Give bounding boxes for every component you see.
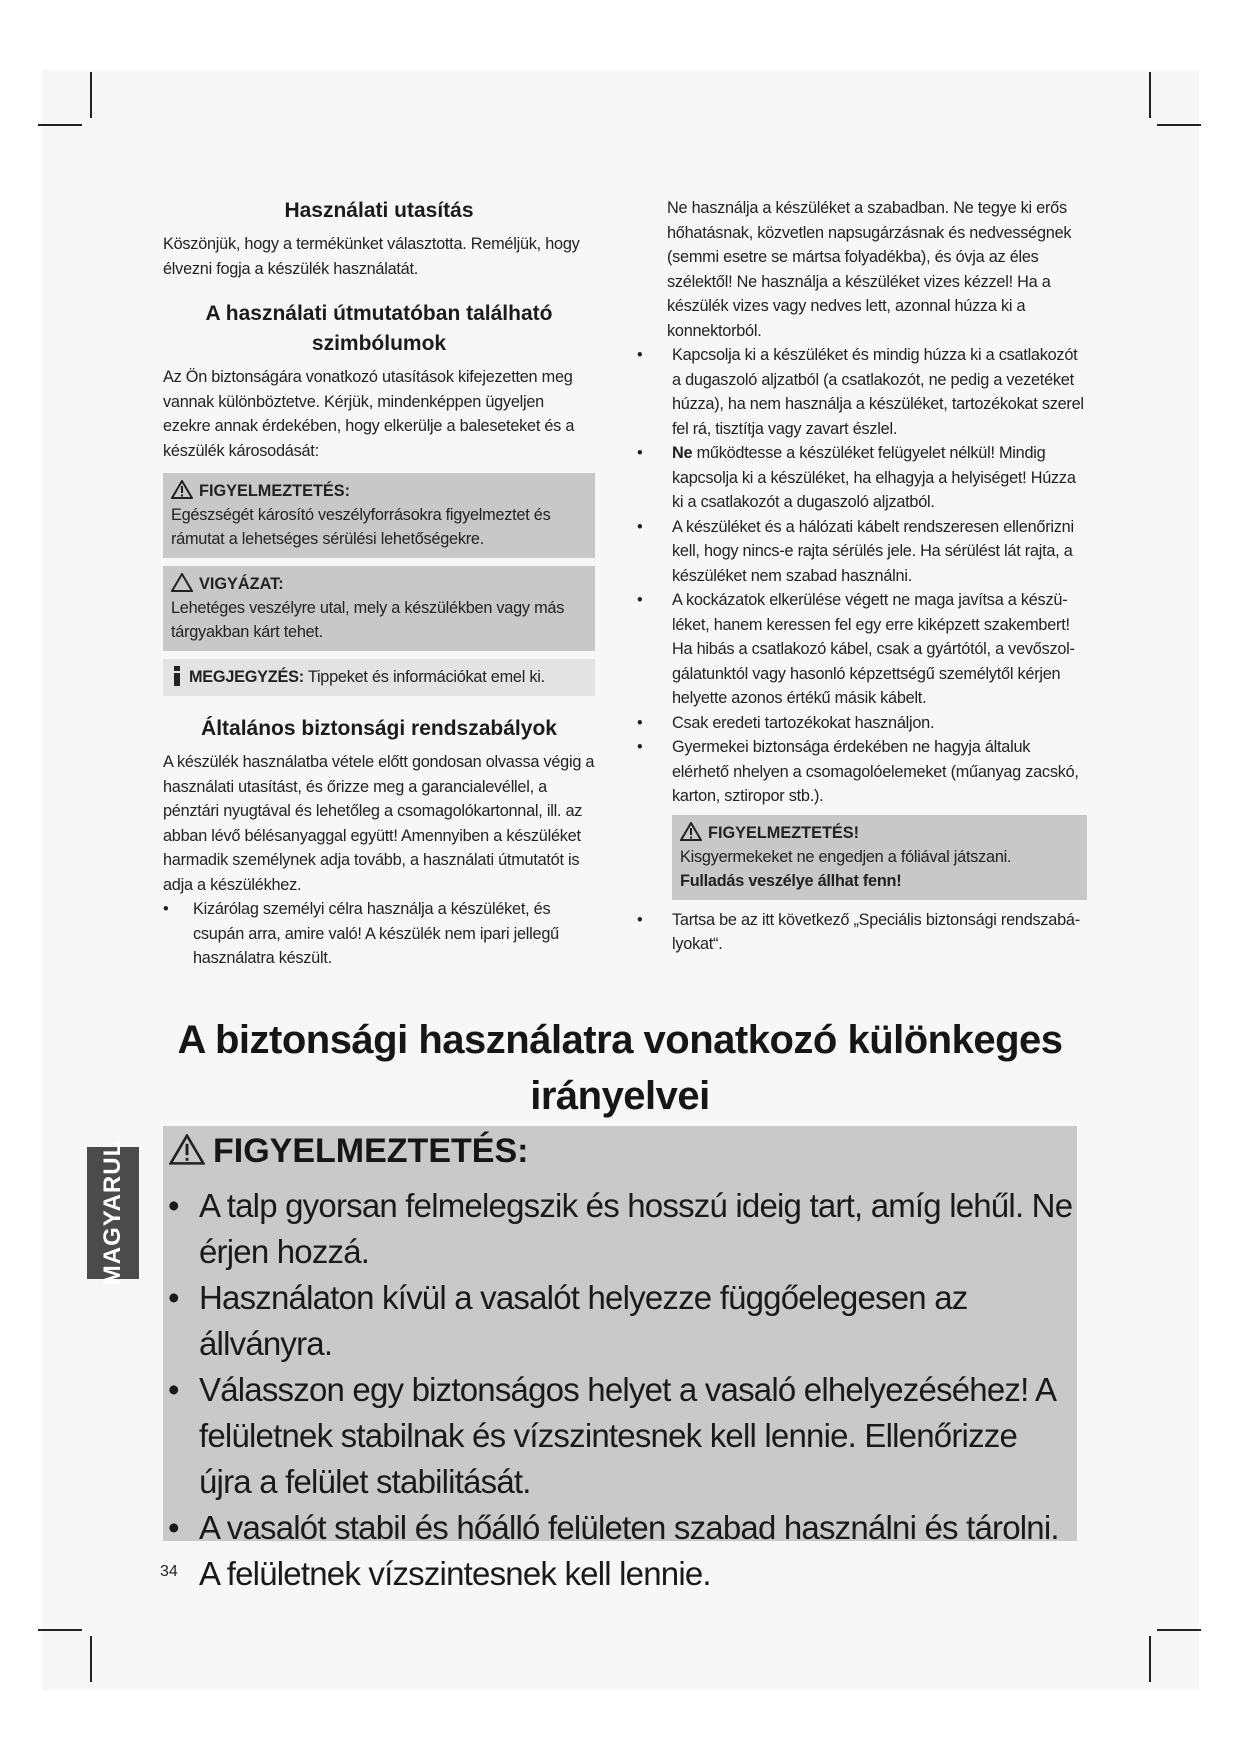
special-warning-label: FIGYELMEZTETÉS: (213, 1132, 529, 1170)
bullet: • (637, 910, 643, 929)
left-bullet-list (163, 897, 595, 971)
symbols-title: A használati útmutatóban található szimbólumok (205, 302, 553, 355)
list-item (637, 735, 1087, 809)
right-bullet-list (637, 343, 1087, 809)
child-warning-heading (680, 821, 1079, 845)
symbols-text: Az Ön biztonságára vonatkozó utasítások kifejezetten meg vannak különböztetve. Kérjük, mindenképpen ügyeljen ezekre annak érdekében, hogy elkerülje a baleseteket és a készülék károsodását: (163, 368, 575, 460)
list-item (637, 711, 1087, 736)
right-bullet-list-2 (637, 908, 1087, 957)
caution-triangle-icon (171, 573, 193, 592)
list-item (637, 908, 1087, 957)
bullet: • (637, 738, 643, 756)
bullet: • (637, 517, 643, 536)
caution-heading (171, 572, 587, 596)
safety-text: A készülék használatba vétele előtt gondosan olvassa végig a használati utasítást, és őrizze meg a garancialevéllel, a pénztári nyugtával és lehetőleg a csomagolókartonnal, ill. az abban lévő bélésanyaggal együtt! Amennyiben a készüléket harmadik személynek adja tovább, a használati útmutatót is adja a készülékhez. (163, 753, 595, 894)
intro-text: Köszönjük, hogy a termékünket választotta. Reméljük, hogy élvezni fogja a készülék használatát. (163, 235, 580, 278)
warning-triangle-icon (680, 822, 702, 841)
warning-text: Egészségét károsító veszélyforrásokra figyelmeztet és rámutat a lehetséges sérülési lehetőségekre. (171, 506, 551, 548)
special-warning-heading (169, 1132, 528, 1171)
language-tab-label: MAGYARUL (99, 1140, 126, 1286)
bullet: • (637, 444, 643, 462)
list-item (168, 1367, 1073, 1505)
note-box (163, 659, 595, 696)
warning-heading (171, 479, 587, 503)
crop-mark (90, 72, 92, 118)
list-item-text: Tartsa be az itt következő „Speciális biztonsági rendszabályokat“. (672, 910, 1081, 953)
child-warning-text (680, 845, 1079, 893)
list-item (637, 515, 1087, 589)
info-icon (171, 666, 183, 686)
caution-text: Lehetéges veszélyre utal, mely a készülékben vagy más tárgyakban kárt tehet. (171, 599, 565, 641)
child-warning-box (672, 815, 1087, 900)
list-item (637, 441, 1087, 515)
note-label: MEGJEGYZÉS: (189, 668, 304, 686)
child-warning-label: FIGYELMEZTETÉS! (708, 823, 860, 842)
bullet: • (163, 900, 169, 918)
child-warning-text-normal: Kisgyermekeket ne engedjen a fóliával játszani. (680, 847, 1012, 866)
special-warning-list (168, 1183, 1073, 1597)
bullet: • (637, 713, 643, 732)
list-item-text: A talp gyorsan felmelegszik és hosszú ideig tart, amíg lehűl. Ne érjen hozzá. (199, 1187, 1073, 1270)
list-item-text: Használaton kívül a vasalót helyezze függőelegesen az állványra. (199, 1279, 968, 1362)
crop-mark (1149, 1636, 1151, 1682)
list-item (168, 1505, 1073, 1597)
crop-mark (1157, 1629, 1201, 1631)
note-text: Tippeket és információkat emel ki. (303, 668, 545, 686)
page-number: 34 (160, 1563, 178, 1580)
left-column (163, 196, 595, 971)
list-item-text: Gyermekei biztonsága érdekében ne hagyja általuk elérhető nhelyen a csomagolóelemeket (műanyag zacskó, karton, sztiropor stb.). (672, 738, 1079, 805)
bullet: • (168, 1279, 179, 1316)
list-item-bold: Ne (672, 444, 693, 462)
list-item (168, 1275, 1073, 1367)
list-item-text: Válasszon egy biztonságos helyet a vasaló elhelyezéséhez! A felületnek stabilnak és vízszintesnek kell lennie. Ellenőrizze újra a felület stabilitását. (199, 1371, 1055, 1500)
language-tab (87, 1140, 139, 1286)
list-item (168, 1183, 1073, 1275)
crop-mark (1149, 72, 1151, 118)
child-warning-text-bold: Fulladás veszélye állhat fenn! (680, 871, 902, 890)
safety-title: Általános biztonsági rendszabályok (201, 717, 557, 740)
special-section-title: A biztonsági használatra vonatkozó különkeges irányelvei (177, 1018, 1063, 1118)
list-item-text: működtesse a készüléket felügyelet nélkül! Mindig kapcsolja ki a készüléket, ha elhagyja a helyiséget! Húzza ki a csatlakozót a dugaszoló aljzatból. (672, 444, 1076, 511)
warning-triangle-icon (171, 480, 193, 499)
caution-label: VIGYÁZAT: (199, 575, 284, 593)
warning-triangle-icon (169, 1134, 205, 1165)
note-line (171, 665, 587, 689)
bullet: • (637, 346, 643, 364)
list-item (637, 343, 1087, 441)
crop-mark (38, 1629, 82, 1631)
list-item-text: Csak eredeti tartozékokat használjon. (672, 713, 935, 732)
warning-label: FIGYELMEZTETÉS: (199, 482, 351, 500)
continued-text: Ne használja a készüléket a szabadban. Ne tegye ki erős hőhatásnak, közvetlen napsugárzásnak és nedvességnek (semmi esetre se mártsa folyadékba), és óvja az éles szélektől! Ne használja a készüléket vizes kézzel! Ha a készülék vizes vagy nedves lett, azonnal húzza ki a konnektorból. (667, 199, 1072, 340)
list-item-text: A kockázatok elkerülése végett ne maga javítsa a készüléket, hanem keressen fel egy erre kiképzett szakembert! Ha hibás a csatlakozó kábel, csak a gyártótól, a vevőszolgálatunktól vagy hasonló képzettségű személytől kérjen helyette azonos értékű másik kábelt. (672, 591, 1075, 707)
warning-box (163, 473, 595, 558)
crop-mark (90, 1636, 92, 1682)
instructions-title: Használati utasítás (284, 199, 474, 222)
list-item-text: A vasalót stabil és hőálló felületen szabad használni és tárolni. A felületnek vízszintesnek kell lennie. (199, 1509, 1059, 1592)
crop-mark (1157, 124, 1201, 126)
list-item-text: A készüléket és a hálózati kábelt rendszeresen ellenőrizni kell, hogy nincs-e rajta sérülés jele. Ha sérülést lát rajta, a készüléket nem szabad használni. (672, 517, 1074, 585)
bullet: • (637, 591, 643, 609)
list-item (163, 897, 595, 971)
list-item (637, 588, 1087, 711)
bullet: • (168, 1371, 179, 1408)
caution-box (163, 566, 595, 651)
crop-mark (38, 124, 82, 126)
list-item-text: Kapcsolja ki a készüléket és mindig húzza ki a csatlakozót a dugaszoló aljzatból (a csatlakozót, ne pedig a vezetéket húzza), ha nem használja a készüléket, tartozékokat szerel fel rá, tisztítja vagy zavart észlel. (672, 346, 1084, 438)
bullet: • (168, 1509, 179, 1546)
right-column (637, 196, 1087, 957)
list-item-text: Kizárólag személyi célra használja a készüléket, és csupán arra, amire való! A készülék nem ipari jellegű használatra készült. (193, 900, 559, 967)
bullet: • (168, 1187, 179, 1224)
